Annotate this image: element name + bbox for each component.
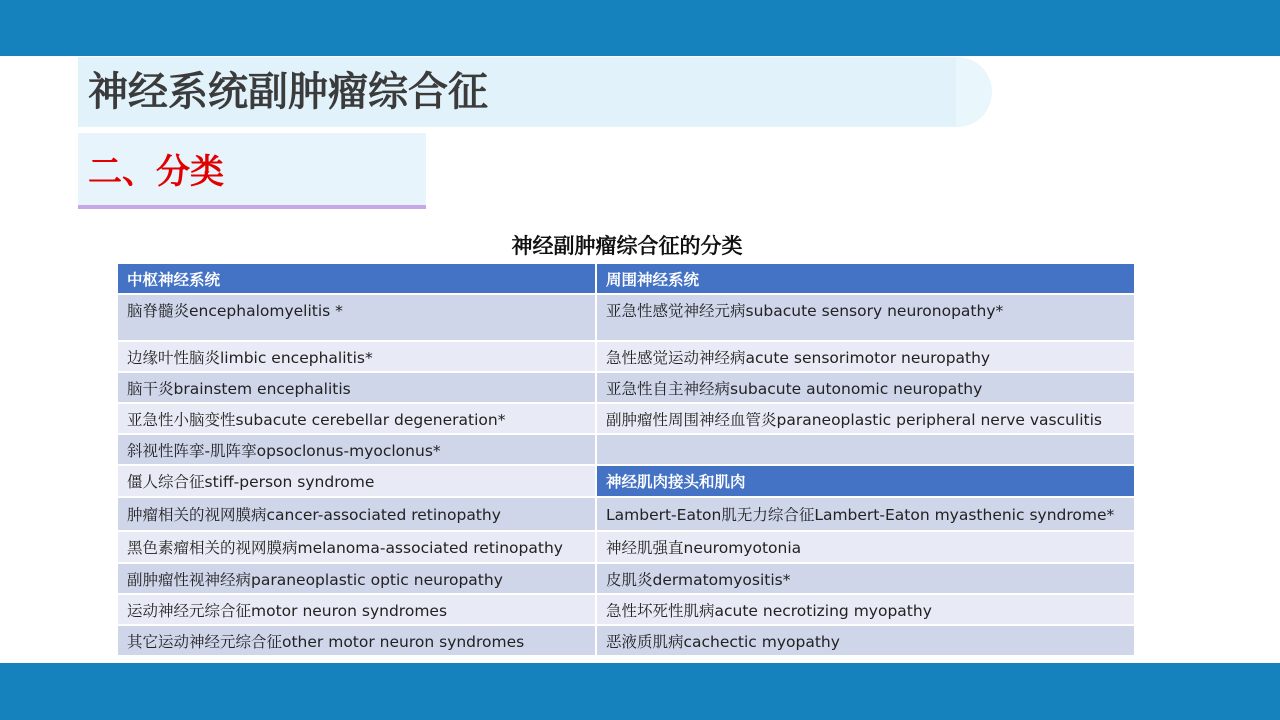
cns-cell: 边缘叶性脑炎limbic encephalitis* <box>118 341 596 372</box>
cns-cell: 脑脊髓炎encephalomyelitis * <box>118 294 596 341</box>
cns-cell: 斜视性阵挛-肌阵挛opsoclonus-myoclonus* <box>118 434 596 465</box>
table-row <box>118 531 1135 563</box>
pns-cell: Lambert-Eaton肌无力综合征Lambert-Eaton myasthenic syndrome* <box>596 497 1135 531</box>
pns-cell: 恶液质肌病cachectic myopathy <box>596 625 1135 656</box>
table-header-row <box>118 264 1135 294</box>
classification-table <box>118 264 1136 657</box>
table-row <box>118 341 1135 372</box>
table-row <box>118 434 1135 465</box>
cns-cell: 其它运动神经元综合征other motor neuron syndromes <box>118 625 596 656</box>
pns-cell: 急性坏死性肌病acute necrotizing myopathy <box>596 594 1135 625</box>
cns-cell: 运动神经元综合征motor neuron syndromes <box>118 594 596 625</box>
pns-cell: 急性感觉运动神经病acute sensorimotor neuropathy <box>596 341 1135 372</box>
top-banner <box>0 0 1280 56</box>
pns-cell: 皮肌炎dermatomyositis* <box>596 563 1135 594</box>
table-row <box>118 563 1135 594</box>
cns-cell: 肿瘤相关的视网膜病cancer-associated retinopathy <box>118 497 596 531</box>
header-pns: 周围神经系统 <box>596 264 1135 294</box>
cns-cell: 僵人综合征stiff-person syndrome <box>118 465 596 497</box>
pns-cell: 神经肌强直neuromyotonia <box>596 531 1135 563</box>
subheader-nmj-muscle: 神经肌肉接头和肌肉 <box>596 465 1135 497</box>
cns-cell: 脑干炎brainstem encephalitis <box>118 372 596 403</box>
page-title: 神经系统副肿瘤综合征 <box>88 69 488 115</box>
bottom-banner <box>0 663 1280 720</box>
pns-cell: 副肿瘤性周围神经血管炎paraneoplastic peripheral nerve vasculitis <box>596 403 1135 434</box>
pns-cell-empty <box>596 434 1135 465</box>
table-row <box>118 372 1135 403</box>
pns-cell: 亚急性自主神经病subacute autonomic neuropathy <box>596 372 1135 403</box>
table-row <box>118 294 1135 341</box>
cns-cell: 亚急性小脑变性subacute cerebellar degeneration* <box>118 403 596 434</box>
table-row <box>118 403 1135 434</box>
table-row <box>118 465 1135 497</box>
pns-cell: 亚急性感觉神经元病subacute sensory neuronopathy* <box>596 294 1135 341</box>
cns-cell: 副肿瘤性视神经病paraneoplastic optic neuropathy <box>118 563 596 594</box>
header-cns: 中枢神经系统 <box>118 264 596 294</box>
table-row <box>118 497 1135 531</box>
table-row <box>118 594 1135 625</box>
cns-cell: 黑色素瘤相关的视网膜病melanoma-associated retinopathy <box>118 531 596 563</box>
table-caption: 神经副肿瘤综合征的分类 <box>511 234 743 258</box>
section-title: 二、分类 <box>88 152 224 192</box>
table-row <box>118 625 1135 656</box>
